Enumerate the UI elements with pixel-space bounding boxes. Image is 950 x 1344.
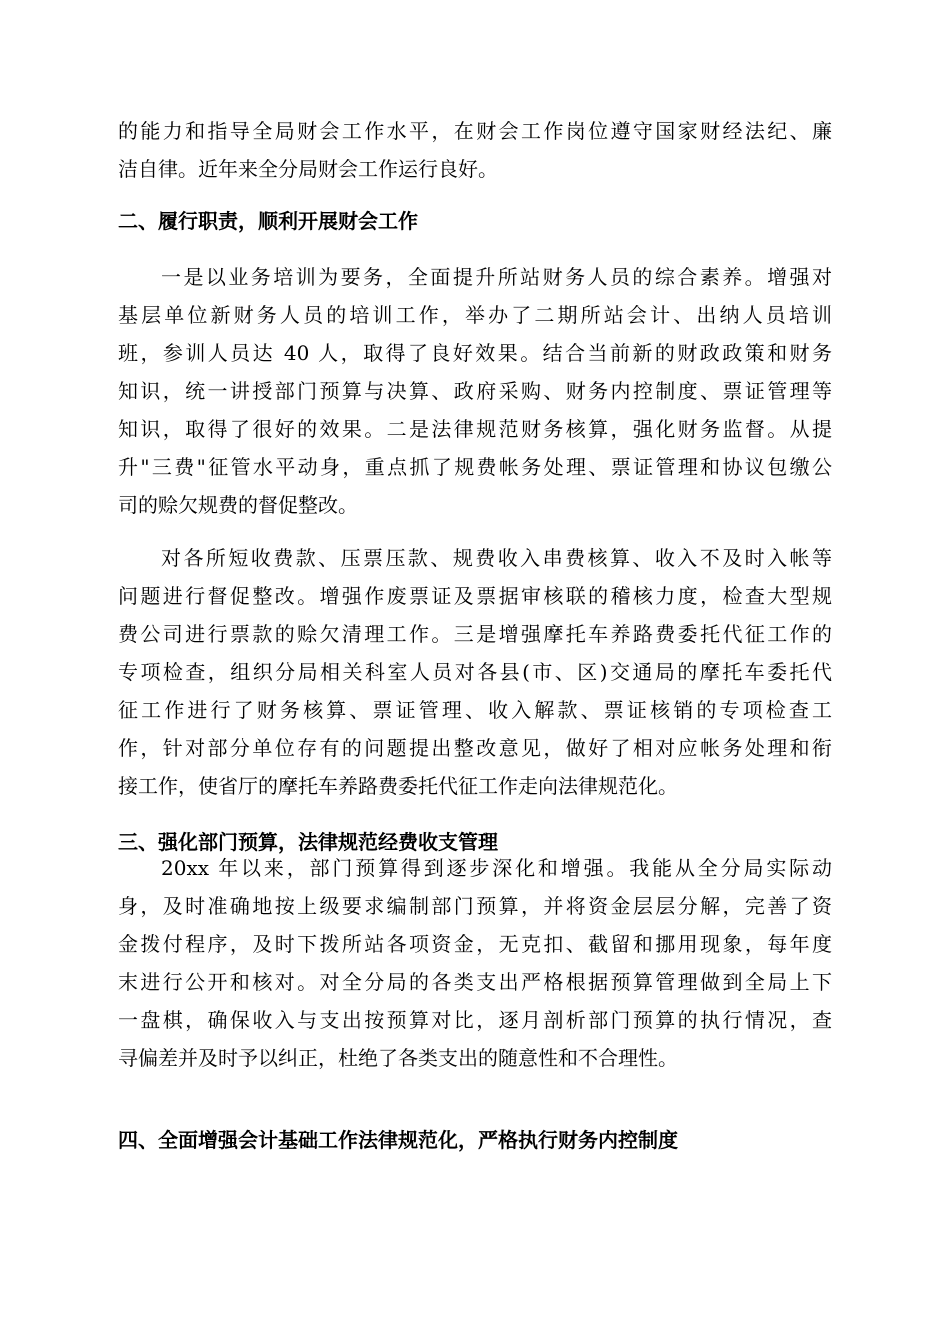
paragraph-line: 专项检查，组织分局相关科室人员对各县(市、区)交通局的摩托车委托代 <box>118 660 832 684</box>
paragraph-line: 作，针对部分单位存有的问题提出整改意见，做好了相对应帐务处理和衔 <box>118 736 832 760</box>
paragraph-line: 班，参训人员达 40 人，取得了良好效果。结合当前新的财政政策和财务 <box>118 341 832 365</box>
paragraph-line: 金拨付程序，及时下拨所站各项资金，无克扣、截留和挪用现象，每年度 <box>118 932 832 956</box>
paragraph-line: 一是以业务培训为要务，全面提升所站财务人员的综合素养。增强对 <box>161 265 832 289</box>
paragraph-line: 的能力和指导全局财会工作水平，在财会工作岗位遵守国家财经法纪、廉 <box>118 119 832 143</box>
section-heading-2: 二、履行职责，顺利开展财会工作 <box>118 209 418 233</box>
paragraph-line: 知识，统一讲授部门预算与决算、政府采购、财务内控制度、票证管理等 <box>118 379 832 403</box>
section-heading-4: 四、全面增强会计基础工作法律规范化，严格执行财务内控制度 <box>118 1128 678 1152</box>
paragraph-line: 费公司进行票款的赊欠清理工作。三是增强摩托车养路费委托代征工作的 <box>118 622 832 646</box>
paragraph-line: 司的赊欠规费的督促整改。 <box>118 493 358 517</box>
paragraph-line: 升"三费"征管水平动身，重点抓了规费帐务处理、票证管理和协议包缴公 <box>118 455 832 479</box>
paragraph-line: 一盘棋，确保收入与支出按预算对比，逐月剖析部门预算的执行情况，查 <box>118 1008 832 1032</box>
section-heading-3: 三、强化部门预算，法律规范经费收支管理 <box>118 830 498 854</box>
paragraph-line: 20xx 年以来，部门预算得到逐步深化和增强。我能从全分局实际动 <box>161 856 832 880</box>
paragraph-line: 征工作进行了财务核算、票证管理、收入解款、票证核销的专项检查工 <box>118 698 832 722</box>
paragraph-line: 洁自律。近年来全分局财会工作运行良好。 <box>118 157 498 181</box>
paragraph-line: 身，及时准确地按上级要求编制部门预算，并将资金层层分解，完善了资 <box>118 894 832 918</box>
paragraph-line: 寻偏差并及时予以纠正，杜绝了各类支出的随意性和不合理性。 <box>118 1046 678 1070</box>
paragraph-line: 知识，取得了很好的效果。二是法律规范财务核算，强化财务监督。从提 <box>118 417 832 441</box>
paragraph-line: 对各所短收费款、压票压款、规费收入串费核算、收入不及时入帐等 <box>161 546 832 570</box>
paragraph-line: 末进行公开和核对。对全分局的各类支出严格根据预算管理做到全局上下 <box>118 970 832 994</box>
paragraph-line: 问题进行督促整改。增强作废票证及票据审核联的稽核力度，检查大型规 <box>118 584 832 608</box>
paragraph-line: 接工作，使省厅的摩托车养路费委托代征工作走向法律规范化。 <box>118 774 678 798</box>
paragraph-line: 基层单位新财务人员的培训工作，举办了二期所站会计、出纳人员培训 <box>118 303 832 327</box>
